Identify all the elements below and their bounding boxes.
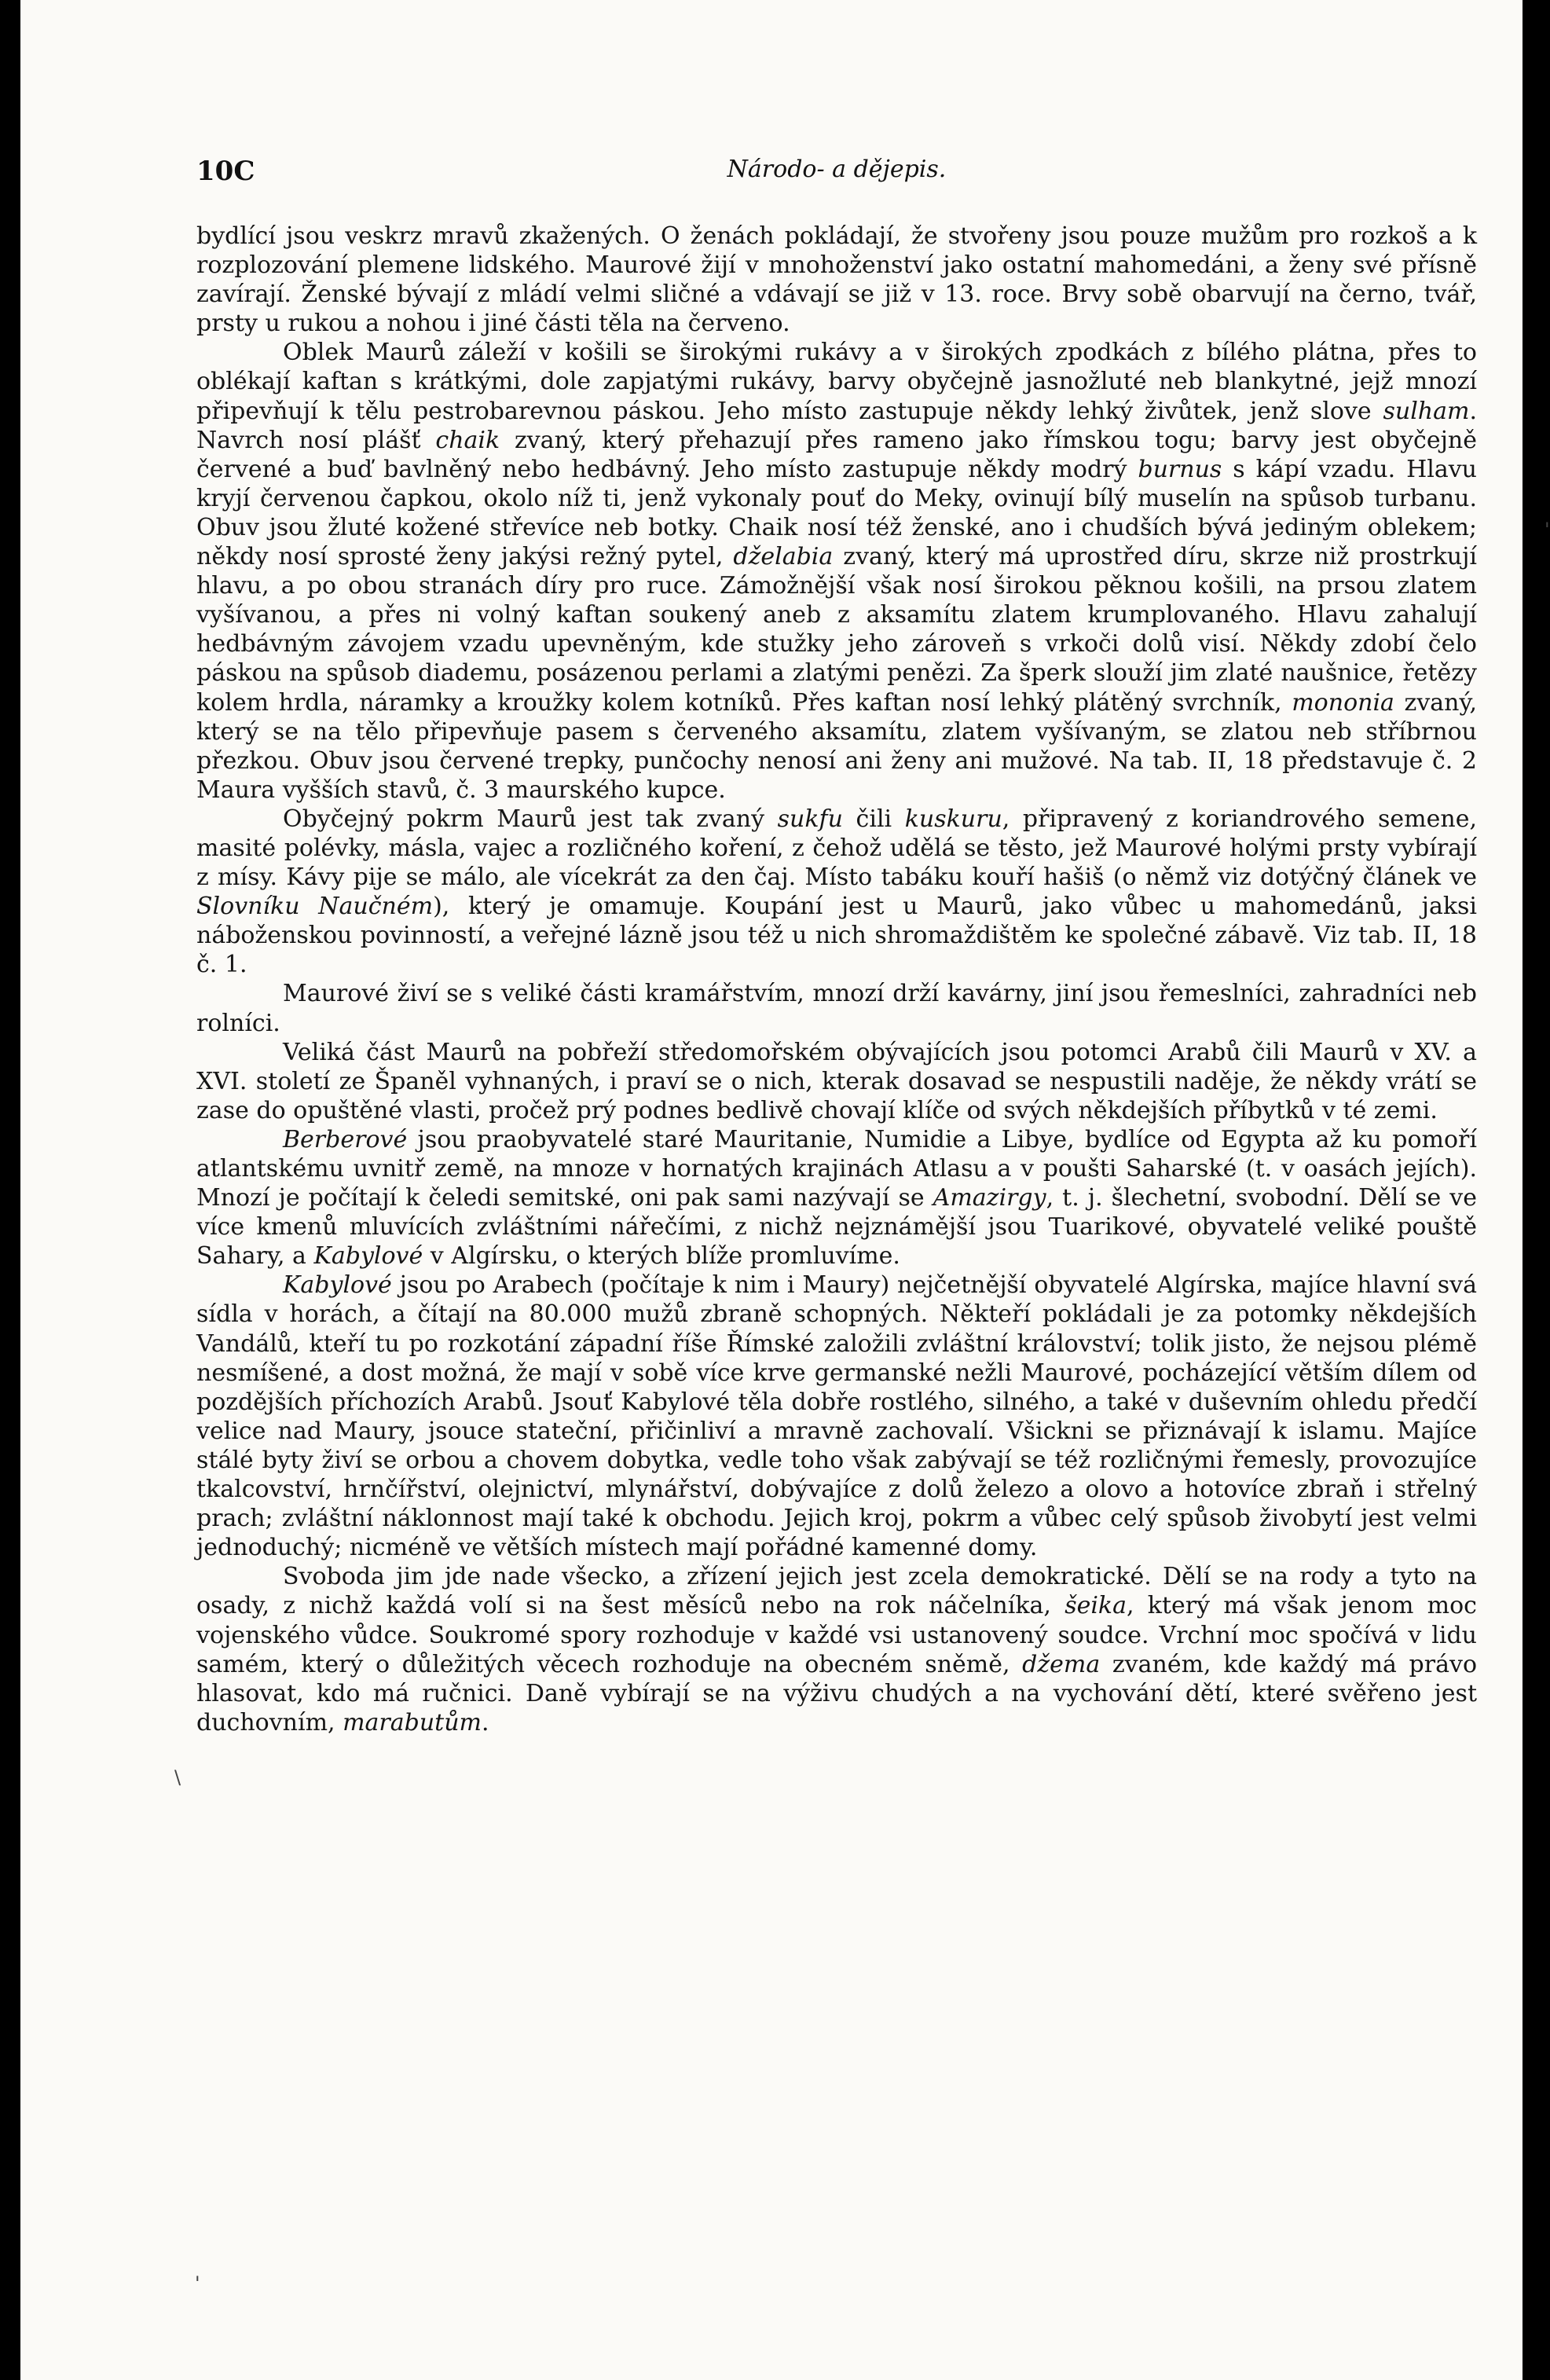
text-run: Oblek Maurů záleží v košili se širokými rukávy a v širokých zpodkách z bílého plátna, přes to oblékají kaftan s krátkými, dole zapjatými rukávy, barvy obyčejně jasnožluté neb blankytné, jejž mnozí připevňují k tělu pestrobarevnou páskou. Jeho místo zastupuje někdy lehký živůtek, jenž slove [196, 339, 1477, 425]
text-run: bydlící jsou veskrz mravů zkažených. O ženách pokládají, že stvořeny jsou pouze mužům pro rozkoš a k rozplozování plemene lidského. Maurové žijí v mnohoženství jako ostatní mahomedáni, a ženy své přísně zavírají. Ženské bývají z mládí velmi sličné a vdávají se již v 13. roce. Brvy sobě obarvují na černo, tvář, prsty u rukou a nohou i jiné části těla na červeno. [196, 222, 1477, 338]
italic-term: chaik [435, 426, 500, 454]
margin-mark: ' [195, 2272, 200, 2294]
text-run: Svoboda jim jde nade všecko, a zřízení jejich jest zcela demokratické. Dělí se na rody a tyto na osady, z nichž každá volí si na šest měsíců nebo na rok náčelníka, [196, 1563, 1477, 1620]
italic-term: kuskuru [904, 805, 1002, 833]
text-run: s kápí vzadu. Hlavu kryjí červenou čapkou, okolo níž ti, jenž vykonaly pouť do Meky, ovinují bílý muselín na spůsob turbanu. Obuv jsou žluté kožené střevíce neb botky. Chaik nosí též ženské, ano i chudších bývá jediným oblekem; někdy nosí sprosté ženy jakýsi režný pytel, [196, 455, 1477, 571]
text-run: zvaném, kde každý má právo hlasovat, kdo má ručnici. Daně vybírají se na výživu chudých a na vychování dětí, které svěřeno jest duchovním, [196, 1650, 1478, 1736]
page-number: 10C [196, 156, 255, 187]
italic-term: džema [1022, 1650, 1101, 1678]
italic-term: mononia [1292, 688, 1394, 717]
text-run: čili [842, 805, 905, 833]
italic-term: dželabia [733, 543, 834, 571]
italic-term: marabutům [343, 1708, 482, 1736]
paragraph [196, 222, 1477, 338]
text-run: , t. j. šlechetní, svobodní. Dělí se ve více kmenů mluvících zvláštními nářečími, z nichž nejznámější jsou Tuarikové, obyvatelé veliké pouště Sahary, a [196, 1184, 1478, 1271]
paragraph [196, 1562, 1477, 1737]
text-run: . Navrch nosí plášť [196, 397, 1477, 454]
paragraph [196, 1038, 1477, 1125]
italic-term: Berberové [283, 1125, 408, 1153]
text-run: zvaný, který se na tělo připevňuje pasem s červeného aksamítu, zlatem vyšívaným, se zlatou neb stříbrnou přezkou. Obuv jsou červené trepky, punčochy nenosí ani ženy ani mužové. Na tab. II, 18 představuje č. 2 Maura vyšších stavů, č. 3 maurského kupce. [196, 688, 1477, 804]
italic-term: šeika [1064, 1592, 1127, 1620]
text-run: zvaný, který přehazují přes rameno jako římskou togu; barvy jest obyčejně červené a buď bavlněný nebo hedbávný. Jeho místo zastupuje někdy modrý [196, 426, 1477, 483]
text-run: ), který je omamuje. Koupání jest u Maurů, jako vůbec u mahomedánů, jaksi náboženskou povinností, a veřejné lázně jsou též u nich shromaždištěm ke společné zábavě. Viz tab. II, 18 č. 1. [196, 893, 1478, 979]
italic-term: sulham [1383, 397, 1470, 425]
italic-term: Kabylové [313, 1242, 423, 1271]
italic-term: burnus [1138, 455, 1222, 483]
body-text [196, 222, 1477, 1737]
italic-term: sukfu [777, 805, 843, 833]
paragraph [196, 338, 1477, 805]
paragraph [196, 1125, 1477, 1271]
paragraph [196, 805, 1477, 980]
text-run: Obyčejný pokrm Maurů jest tak zvaný [283, 805, 778, 833]
margin-mark: ' [1545, 519, 1550, 541]
text-run: . [482, 1708, 489, 1736]
book-page [20, 0, 1550, 2380]
running-title: Národo- a dějepis. [727, 156, 947, 183]
text-run: jsou po Arabech (počítaje k nim i Maury) nejčetnější obyvatelé Algírska, majíce hlavní svá sídla v horách, a čítají na 80.000 mužů zbraně schopných. Někteří pokládali je za potomky někdejších Vandálů, kteří tu po rozkotání západní říše Římské založili zvláštní království; tolik jisto, že nejsou plémě nesmíšené, a dost možná, že mají v sobě více krve germanské nežli Maurové, pocházející větším dílem od pozdějších příchozích Arabů. Jsouť Kabylové těla dobře rostlého, silného, a také v duševním ohledu předčí velice nad Maury, jsouce stateční, přičinliví a mravně zachovalí. Všickni se přiznávají k islamu. Majíce stálé byty živí se orbou a chovem dobytka, vedle toho však zabývají se též rozličnými řemesly, provozujíce tkalcovství, hrnčířství, olejnictví, mlynářství, dobývajíce z dolů železo a olovo a hotovíce zbraň i střelný prach; zvláštní náklonnost mají také k obchodu. Jejich kroj, pokrm a vůbec celý spůsob živobytí jest velmi jednoduchý; nicméně ve větších místech mají pořádné kamenné domy. [196, 1271, 1477, 1562]
text-run: Veliká část Maurů na pobřeží středomořském obývajících jsou potomci Arabů čili Maurů v XV. a XVI. století ze Španěl vyhnaných, i praví se o nich, kterak dosavad se nespustili naděje, že někdy vrátí se zase do opuštěné vlasti, pročež prý podnes bedlivě chovají klíče od svých někdejších příbytků v té zemi. [196, 1038, 1477, 1124]
text-run: , připravený z koriandrového semene, masité polévky, másla, vajec a rozličného koření, z čehož udělá se těsto, jež Maurové holými prsty vybírají z mísy. Kávy pije se málo, ale vícekrát za den čaj. Místo tabáku kouří hašiš (o němž viz dotýčný článek ve [196, 805, 1477, 892]
text-run: jsou praobyvatelé staré Mauritanie, Numidie a Libye, bydlíce od Egypta až ku pomoří atlantskému uvnitř země, na mnoze v hornatých krajinách Atlasu a v poušti Saharské (t. v oasách jejích). Mnozí je počítají k čeledi semitské, oni pak sami nazývají se [196, 1125, 1477, 1212]
italic-term: Amazirgy [933, 1184, 1046, 1212]
italic-term: Slovníku Naučném [196, 893, 434, 921]
italic-term: Kabylové [283, 1271, 392, 1300]
paragraph [196, 1271, 1477, 1562]
text-run: Maurové živí se s veliké části kramářstvím, mnozí drží kavárny, jiní jsou řemeslníci, zahradníci neb rolníci. [196, 980, 1477, 1037]
paragraph [196, 979, 1477, 1037]
page-header [196, 156, 1477, 190]
text-run: v Algírsku, o kterých blíže promluvíme. [423, 1242, 900, 1271]
text-run: , který má však jenom moc vojenského vůdce. Soukromé spory rozhoduje v každé vsi ustanovený soudce. Vrchní moc spočívá v lidu samém, který o důležitých věcech rozhoduje na obecném sněmě, [196, 1592, 1477, 1678]
text-run: zvaný, který má uprostřed díru, skrze niž prostrkují hlavu, a po obou stranách díry pro ruce. Zámožnější však nosí širokou pěknou košili, na prsou zlatem vyšívanou, a přes ni volný kaftan soukený aneb z aksamítu zlatem krumplovaného. Hlavu zahalují hedbávným závojem vzadu upevněným, kde stužky jeho zároveň s vrkoči dolů visí. Někdy zdobí čelo páskou na spůsob diademu, posázenou perlami a zlatými penězi. Za šperk slouží jim zlaté naušnice, řetězy kolem hrdla, náramky a kroužky kolem kotníků. Přes kaftan nosí lehký plátěný svrchník, [196, 543, 1477, 717]
margin-mark: \ [174, 1766, 181, 1788]
